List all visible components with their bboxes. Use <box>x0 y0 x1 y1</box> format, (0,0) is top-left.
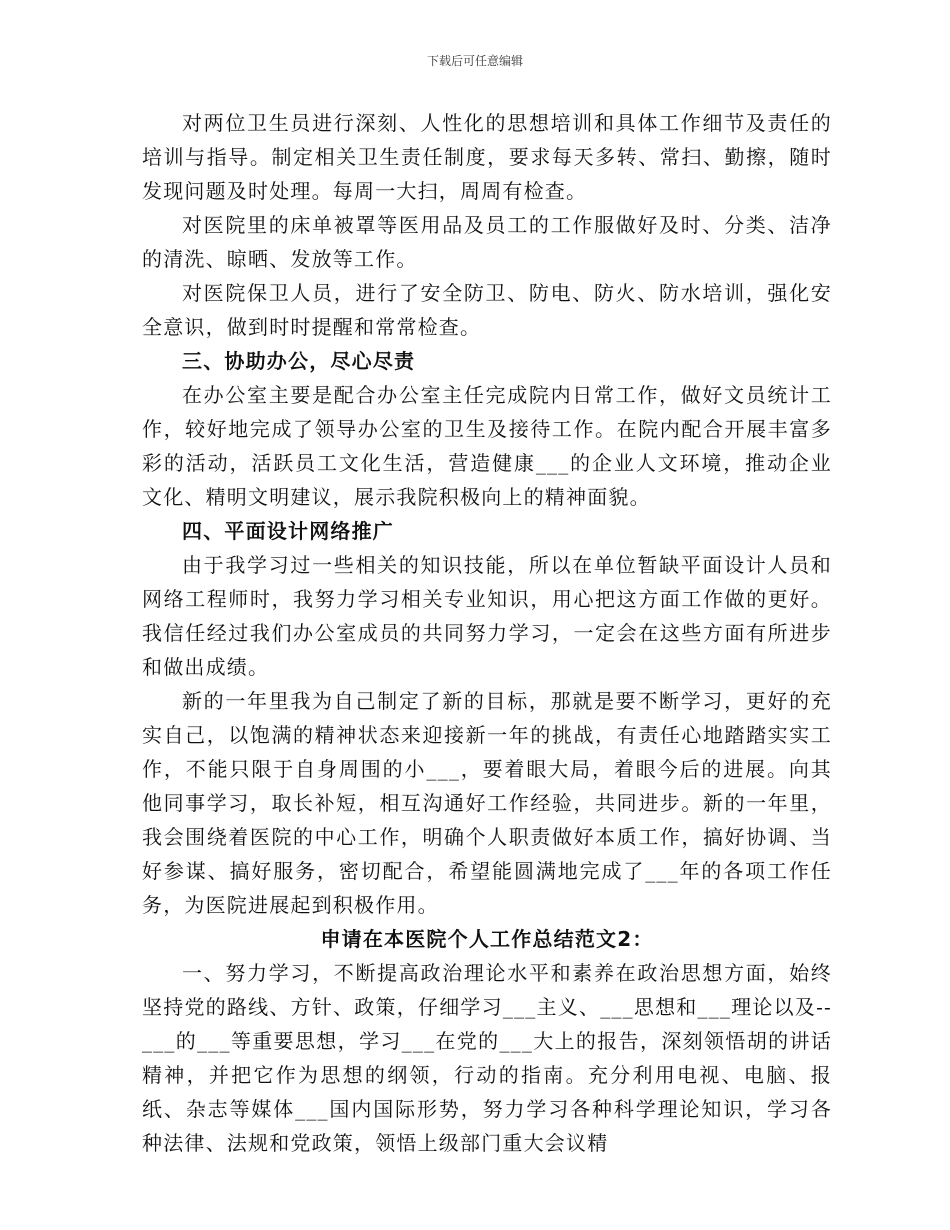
paragraph: 对医院里的床单被罩等医用品及员工的工作服做好及时、分类、洁净的清洗、晾晒、发放等工作。 <box>142 213 832 271</box>
section-heading: 四、平面设计网络推广 <box>182 519 394 543</box>
paragraph: 新的一年里我为自己制定了新的目标，那就是要不断学习，更好的充实自己，以饱满的精神状态来迎接新一年的挑战，有责任心地踏踏实实工作，不能只限于自身周围的小___，要着眼大局，着眼今后的进展。向其他同事学习，取长补短，相互沟通好工作经验，共同进步。新的一年里，我会围绕着医院的中心工作，明确个人职责做好本质工作，搞好协调、当好参谋、搞好服务，密切配合，希望能圆满地完成了___年的各项工作任务，为医院进展起到积极作用。 <box>142 689 832 917</box>
paragraph: 一、努力学习，不断提高政治理论水平和素养在政治思想方面，始终坚持党的路线、方针、政策，仔细学习___主义、___思想和___理论以及--___的___等重要思想，学习___在党的___大上的报告，深刻领悟胡的讲话精神，并把它作为思想的纲领，行动的指南。充分利用电视、电脑、报纸、杂志等媒体___国内国际形势，努力学习各种科学理论知识，学习各种法律、法规和党政策，领悟上级部门重大会议精 <box>142 961 832 1155</box>
page-header: 下载后可任意编辑 <box>426 54 523 68</box>
section-heading: 三、协助办公，尽心尽责 <box>182 349 416 373</box>
document-title: 申请在本医院个人工作总结范文2： <box>320 927 654 951</box>
document-body <box>142 106 832 1160</box>
paragraph: 由于我学习过一些相关的知识技能，所以在单位暂缺平面设计人员和网络工程师时，我努力学习相关专业知识，用心把这方面工作做的更好。我信任经过我们办公室成员的共同努力学习，一定会在这些方面有所进步和做出成绩。 <box>142 553 832 679</box>
paragraph: 在办公室主要是配合办公室主任完成院内日常工作，做好文员统计工作，较好地完成了领导办公室的卫生及接待工作。在院内配合开展丰富多彩的活动，活跃员工文化生活，营造健康___的企业人文环境，推动企业文化、精明文明建议，展示我院积极向上的精神面貌。 <box>142 383 832 509</box>
paragraph: 对两位卫生员进行深刻、人性化的思想培训和具体工作细节及责任的培训与指导。制定相关卫生责任制度，要求每天多转、常扫、勤擦，随时发现问题及时处理。每周一大扫，周周有检查。 <box>142 111 832 203</box>
paragraph: 对医院保卫人员，进行了安全防卫、防电、防火、防水培训，强化安全意识，做到时时提醒和常常检查。 <box>142 281 832 339</box>
